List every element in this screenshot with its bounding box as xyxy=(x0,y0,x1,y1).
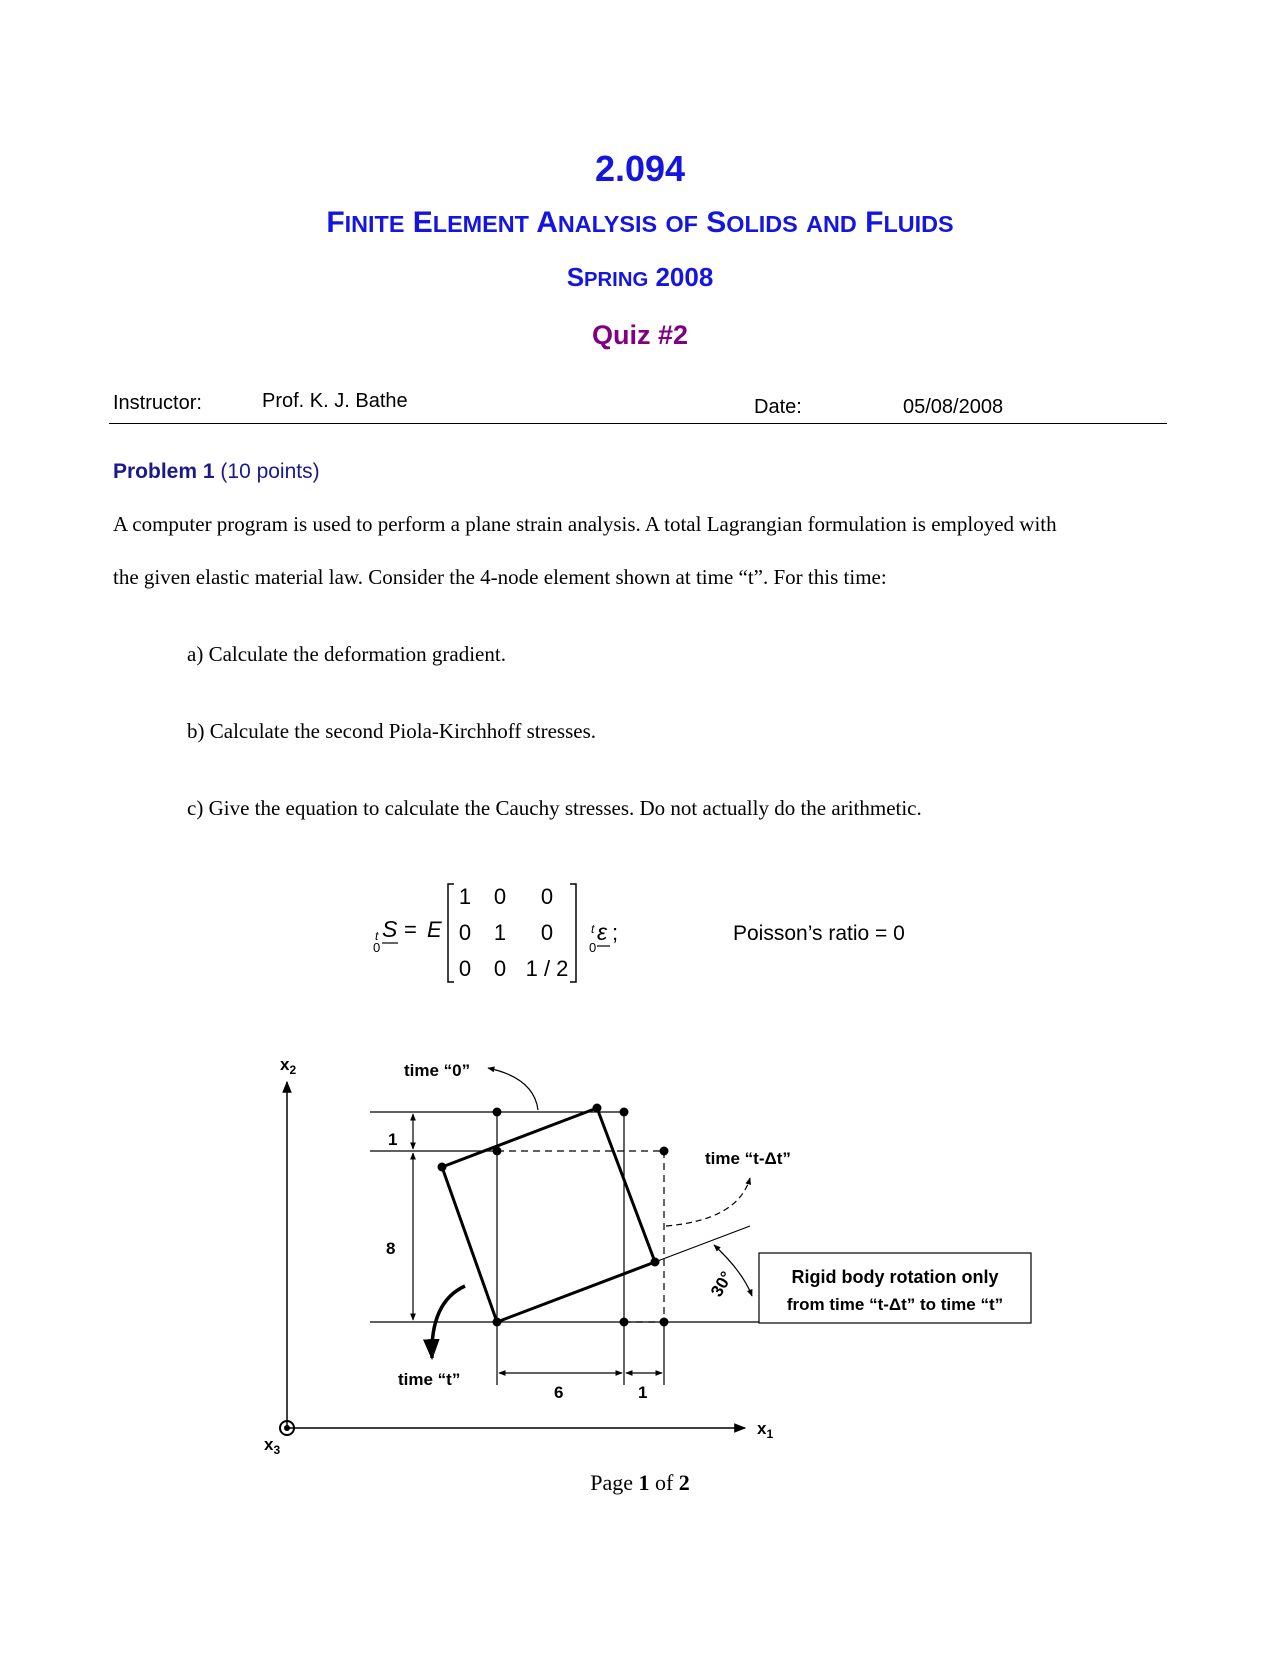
rhs-sub: 0 xyxy=(589,940,597,955)
problem-heading xyxy=(113,460,320,484)
semester-cap: S xyxy=(566,262,585,292)
x1-label: $x_1$ xyxy=(757,1419,774,1441)
element-time-t xyxy=(442,1108,655,1322)
title-word-rest: LEMENT xyxy=(432,211,529,237)
matrix-left-bracket xyxy=(448,884,454,982)
page-word: Page xyxy=(590,1470,633,1495)
title-word-rest: NALYSIS xyxy=(557,211,658,237)
date-value: 05/08/2008 xyxy=(903,396,1004,418)
semester xyxy=(0,262,1280,293)
label-time-0: time “0” xyxy=(404,1061,471,1080)
x2-label: $x_2$ xyxy=(280,1055,297,1077)
semester-year: 2008 xyxy=(655,262,714,292)
header-rule xyxy=(109,423,1167,424)
dimension-1-top: 1 xyxy=(388,1130,398,1149)
course-number: 2.094 xyxy=(594,148,686,189)
poisson-ratio: Poisson’s ratio = 0 xyxy=(733,922,905,945)
page-total: 2 xyxy=(678,1470,690,1495)
lhs-sub: 0 xyxy=(373,940,381,955)
matrix-cell: 0 xyxy=(493,956,507,981)
matrix-cell: 0 xyxy=(458,956,472,981)
problem-title: Problem 1 xyxy=(113,460,215,483)
title-word-rest: OLIDS xyxy=(726,211,798,237)
title-word-rest: OF xyxy=(665,211,698,237)
angle-label: 30° xyxy=(707,1268,737,1300)
label-time-t-dt: time “t-Δt” xyxy=(705,1149,791,1168)
dimension-1-bottom: 1 xyxy=(638,1383,648,1402)
title-word-cap: S xyxy=(706,206,727,239)
problem-intro-line-1: A computer program is used to perform a plane strain analysis. A total Lagrangian formulation is employed with xyxy=(113,512,1057,536)
instructor-value: Prof. K. J. Bathe xyxy=(262,390,408,412)
quiz-title: Quiz #2 xyxy=(591,320,689,350)
title-word-rest: INITE xyxy=(344,211,405,237)
lhs-symbol: S xyxy=(382,916,398,942)
matrix-cell: 0 xyxy=(540,884,554,909)
equals-sign: = xyxy=(404,917,417,942)
title-word-cap: A xyxy=(536,206,558,239)
matrix-cell: 1 xyxy=(493,920,507,945)
rotation-note-line-2: from time “t-Δt” to time “t” xyxy=(786,1295,1004,1314)
page-number: 1 xyxy=(638,1470,650,1495)
page-footer xyxy=(0,1470,1280,1496)
problem-item-c: c) Give the equation to calculate the Cauchy stresses. Do not actually do the arithmetic. xyxy=(187,796,922,820)
rhs-symbol: ε xyxy=(597,919,608,945)
matrix-cell: 0 xyxy=(493,884,507,909)
lhs-sup: t xyxy=(375,929,379,943)
matrix-cell: 0 xyxy=(540,920,554,945)
semester-rest: PRING xyxy=(584,269,649,291)
rhs-end: ; xyxy=(612,920,619,945)
element-nodes xyxy=(438,1104,669,1327)
matrix-right-bracket xyxy=(570,884,576,982)
rotation-note-line-1: Rigid body rotation only xyxy=(791,1267,999,1287)
title-word-rest: AND xyxy=(806,211,857,237)
matrix-cell: 1 / 2 xyxy=(525,956,569,981)
problem-item-b: b) Calculate the second Piola-Kirchhoff stresses. xyxy=(187,719,596,743)
dimension-6: 6 xyxy=(554,1383,564,1402)
matrix-cell: 1 xyxy=(458,884,472,909)
label-time-t: time “t” xyxy=(398,1370,461,1389)
title-word-rest: LUIDS xyxy=(883,211,954,237)
coefficient-e: E xyxy=(427,917,442,942)
of-word: of xyxy=(654,1470,674,1495)
element-figure xyxy=(0,1040,1280,1460)
problem-item-a: a) Calculate the deformation gradient. xyxy=(187,642,506,666)
title-word-cap: F xyxy=(326,206,345,239)
instructor-label: Instructor: xyxy=(113,392,202,414)
title-word-cap: E xyxy=(412,206,433,239)
matrix-cell: 0 xyxy=(458,920,472,945)
material-law-equation xyxy=(0,870,1280,990)
course-title xyxy=(0,206,1280,240)
title-word-cap: F xyxy=(865,206,884,239)
dimension-8: 8 xyxy=(386,1239,396,1258)
date-label: Date: xyxy=(754,396,802,418)
rhs-sup: t xyxy=(591,922,595,936)
problem-points: (10 points) xyxy=(220,460,320,483)
problem-intro-line-2: the given elastic material law. Consider the 4-node element shown at time “t”. For this time: xyxy=(113,565,887,589)
x3-label: $x_3$ xyxy=(264,1435,281,1457)
